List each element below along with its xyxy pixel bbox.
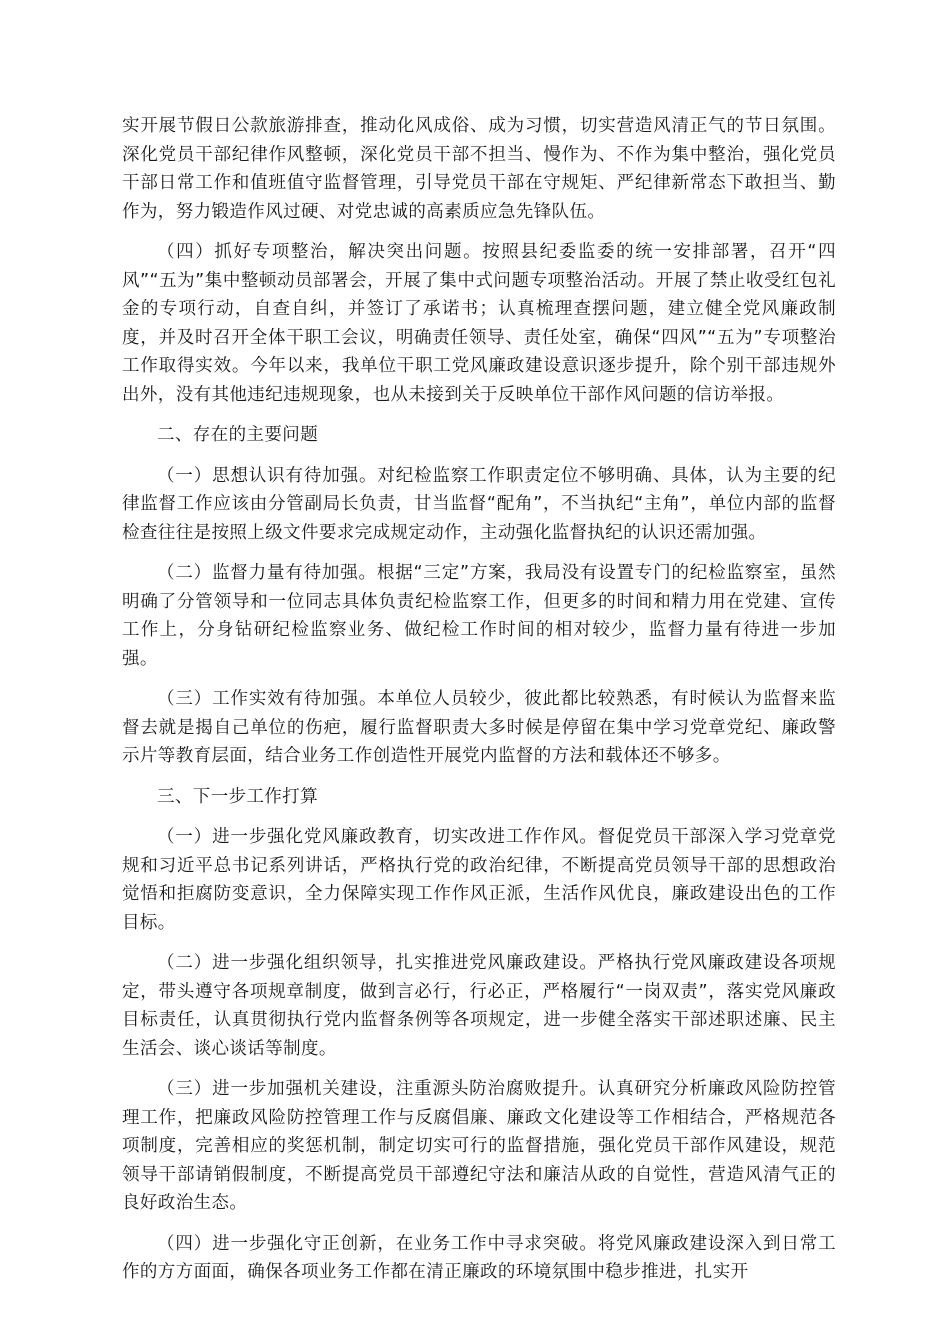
paragraph-problem-2: （二）监督力量有待加强。根据“三定”方案，我局没有设置专门的纪检监察室，虽然明确了分管领导和一位同志具体负责纪检监察工作，但更多的时间和精力用在党建、宣传工作上，分身钻研纪检监察业务、做纪检工作时间的相对较少，监督力量有待进一步加强。 — [122, 563, 836, 669]
document-page — [122, 112, 836, 1299]
section-heading-main-problems: 二、存在的主要问题 — [157, 425, 319, 445]
paragraph-plan-4: （四）进一步强化守正创新，在业务工作中寻求突破。将党风廉政建设深入到日常工作的方方面面，确保各项业务工作都在清正廉政的环境氛围中稳步推进，扎实开 — [122, 1233, 836, 1282]
paragraph-plan-1: （一）进一步强化党风廉政教育，切实改进工作作风。督促党员干部深入学习党章党规和习近平总书记系列讲话，严格执行党的政治纪律，不断提高党员领导干部的思想政治觉悟和拒腐防变意识，全力保障实现工作作风正派，生活作风优良，廉政建设出色的工作目标。 — [122, 827, 836, 933]
paragraph-plan-3: （三）进一步加强机关建设，注重源头防治腐败提升。认真研究分析廉政风险防控管理工作，把廉政风险防控管理工作与反腐倡廉、廉政文化建设等工作相结合，严格规范各项制度，完善相应的奖惩机制，制定切实可行的监督措施，强化党员干部作风建设，规范领导干部请销假制度，不断提高党员干部遵纪守法和廉洁从政的自觉性，营造风清气正的良好政治生态。 — [122, 1079, 836, 1213]
paragraph-continuation: 实开展节假日公款旅游排查，推动化风成俗、成为习惯，切实营造风清正气的节日氛围。深化党员干部纪律作风整顿，深化党员干部不担当、慢作为、不作为集中整治，强化党员干部日常工作和值班值守监督管理，引导党员干部在守规矩、严纪律新常态下敢担当、勤作为，努力锻造作风过硬、对党忠诚的高素质应急先锋队伍。 — [122, 116, 836, 222]
paragraph-problem-1: （一）思想认识有待加强。对纪检监察工作职责定位不够明确、具体，认为主要的纪律监督工作应该由分管副局长负责，甘当监督“配角”，不当执纪“主角”，单位内部的监督检查往往是按照上级文件要求完成规定动作，主动强化监督执纪的认识还需加强。 — [122, 465, 836, 543]
paragraph-special-rectification: （四）抓好专项整治，解决突出问题。按照县纪委监委的统一安排部署，召开“四风”“五为”集中整顿动员部署会，开展了集中式问题专项整治活动。开展了禁止收受红包礼金的专项行动，自查自纠，并签订了承诺书；认真梳理查摆问题，建立健全党风廉政制度，并及时召开全体干职工会议，明确责任领导、责任处室，确保“四风”“五为”专项整治工作取得实效。今年以来，我单位干职工党风廉政建设意识逐步提升，除个别干部违规外出外，没有其他违纪违规现象，也从未接到关于反映单位干部作风问题的信访举报。 — [122, 242, 836, 405]
section-heading-next-steps: 三、下一步工作打算 — [157, 786, 319, 807]
paragraph-problem-3: （三）工作实效有待加强。本单位人员较少，彼此都比较熟悉，有时候认为监督来监督去就是揭自己单位的伤疤，履行监督职责大多时候是停留在集中学习党章党纪、廉政警示片等教育层面，结合业务工作创造性开展党内监督的方法和载体还不够多。 — [122, 689, 836, 766]
paragraph-plan-2: （二）进一步强化组织领导，扎实推进党风廉政建设。严格执行党风廉政建设各项规定，带头遵守各项规章制度，做到言必行，行必正，严格履行“一岗双责”，落实党风廉政目标责任，认真贯彻执行党内监督条例等各项规定，进一步健全落实干部述职述廉、民主生活会、谈心谈话等制度。 — [122, 953, 836, 1059]
